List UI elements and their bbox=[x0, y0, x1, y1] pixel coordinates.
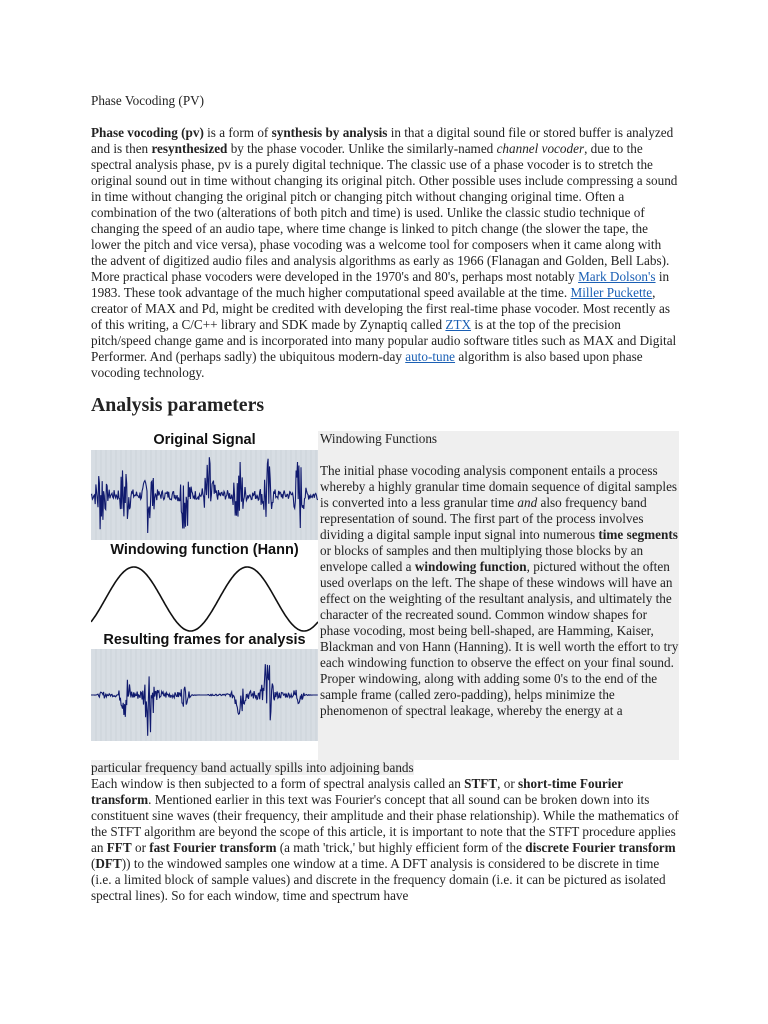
intro-text: algorithm is also based upon phase vocoding technology. bbox=[91, 349, 643, 380]
windowing-text-run: also frequency band representation of sound. The first part of the process involves dividing a digital sample input signal into numerous bbox=[320, 495, 647, 542]
hann-window-curve bbox=[91, 559, 318, 639]
term-synthesis-by-analysis: synthesis by analysis bbox=[271, 125, 388, 140]
stft-text-run: Each window is then subjected to a form of spectral analysis called an bbox=[91, 776, 465, 791]
figure-label-original-signal: Original Signal bbox=[153, 432, 256, 448]
windowing-paragraph bbox=[320, 463, 679, 719]
stft-paragraph bbox=[91, 776, 679, 904]
subheading-windowing-functions: Windowing Functions bbox=[320, 431, 438, 446]
term-windowing-function: windowing function bbox=[414, 559, 527, 574]
windowing-text-run: , pictured without the often used overlaps on the left. The shape of these windows will have an effect on the weighting of the resultant analysis, and ultimately the character of the recreated sound. Common window shapes for phase vocoding, most being bell-shaped, are Hamming, Kaiser, Blackman and von Hann (Hanning). It is well worth the effort to try each windowing function to observe the effect on your final sound. Proper windowing, along with adding some 0's to the end of the sample frame (called zero-padding), helps minimize the phenomenon of spectral leakage, whereby the energy at a bbox=[320, 559, 679, 718]
document-content bbox=[91, 93, 679, 904]
intro-text: is at the top of the precision pitch/speed change game and is incorporated into many popular audio software titles such as MAX and Digital Performer. And (perhaps sadly) the ubiquitous modern-day bbox=[91, 317, 677, 364]
hann-curve-trace bbox=[91, 567, 318, 631]
intro-text: in 1983. These took advantage of the much higher computational speed available at the time. bbox=[91, 269, 670, 300]
term-phase-vocoding: Phase vocoding (pv) bbox=[91, 125, 204, 140]
link-auto-tune[interactable]: auto-tune bbox=[405, 349, 456, 364]
stft-text-run: (a math 'trick,' but highly efficient form of the bbox=[276, 840, 526, 855]
windowing-figure bbox=[91, 431, 318, 760]
resulting-frames-waveform bbox=[91, 649, 318, 741]
stft-text-run: )) to the windowed samples one window at a time. A DFT analysis is considered to be discrete in time (i.e. a limited block of sample values) and discrete in the frequency domain (i.e. it can be pictured as isolated spectral lines). So for each window, time and spectrum have bbox=[91, 856, 666, 903]
windowing-tail-text: particular frequency band actually spills into adjoining bands bbox=[91, 760, 414, 775]
term-fast-fourier-transform: fast Fourier transform bbox=[149, 840, 277, 855]
term-channel-vocoder: channel vocoder bbox=[496, 141, 585, 156]
windowing-text-run: or blocks of samples and then multiplying those blocks by an envelope called a bbox=[320, 543, 644, 574]
intro-text: in that a digital sound file or stored buffer is analyzed and is then bbox=[91, 125, 674, 156]
page-title: Phase Vocoding (PV) bbox=[91, 93, 205, 108]
intro-text: , due to the spectral analysis phase, pv is a purely digital technique. The classic use of a phase vocoder is to stretch the original sound out in time without changing its original pitch. Other possible uses include compressing a sound in time without changing the original pitch or changing pitch without changing original time. Often a combination of the two (alterations of both pitch and time) is used. Unlike the classic studio technique of changing the speed of an audio tape, where time change is linked to pitch change (the slower the tape, the lower the pitch and vice versa), phase vocoding was a welcome tool for composers when it came along with the advent of digitized audio files and analysis algorithms as early as 1966 (Flanagan and Golden, Bell Labs). More practical phase vocoders were developed in the 1970's and 80's, perhaps most notably bbox=[91, 141, 678, 284]
windowing-text bbox=[320, 431, 679, 719]
term-and: and bbox=[517, 495, 538, 510]
stft-text-run: ( bbox=[91, 856, 96, 871]
intro-paragraph bbox=[91, 125, 679, 381]
figure-label-resulting-frames: Resulting frames for analysis bbox=[103, 632, 306, 648]
term-time-segments: time segments bbox=[598, 527, 678, 542]
intro-text: , creator of MAX and Pd, might be credited with developing the first real-time phase vocoder. Most recently as of this writing, a C/C++ library and SDK made by Zynaptiq called bbox=[91, 285, 670, 332]
windowing-block bbox=[91, 431, 679, 760]
term-discrete-fourier-transform: discrete Fourier transform bbox=[525, 840, 676, 855]
figure-label-windowing-function: Windowing function (Hann) bbox=[110, 542, 299, 558]
windowing-tail bbox=[91, 760, 679, 776]
term-short-time-fourier-transform: short-time Fourier transform bbox=[91, 776, 623, 807]
stft-text-run: or bbox=[131, 840, 150, 855]
link-ztx[interactable]: ZTX bbox=[445, 317, 472, 332]
section-heading-analysis: Analysis parameters bbox=[91, 394, 265, 416]
term-resynthesized: resynthesized bbox=[151, 141, 228, 156]
term-fft: FFT bbox=[106, 840, 132, 855]
intro-text: by the phase vocoder. Unlike the similarly-named bbox=[227, 141, 497, 156]
stft-text-run: . Mentioned earlier in this text was Fourier's concept that all sound can be broken down into its constituent sine waves (their frequency, their amplitude and their phase relationship). While the mathematics of the STFT algorithm are beyond the scope of this article, it is important to note that the STFT procedure applies an bbox=[91, 792, 679, 855]
original-signal-waveform bbox=[91, 450, 318, 540]
link-miller-puckette[interactable]: Miller Puckette bbox=[570, 285, 653, 300]
intro-text: is a form of bbox=[203, 125, 272, 140]
term-dft: DFT bbox=[95, 856, 122, 871]
stft-text-run: , or bbox=[497, 776, 519, 791]
term-stft: STFT bbox=[464, 776, 498, 791]
link-mark-dolson[interactable]: Mark Dolson's bbox=[578, 269, 656, 284]
windowing-text-run: The initial phase vocoding analysis component entails a process whereby a highly granular time domain sequence of digital samples is converted into a less granular time bbox=[320, 463, 678, 510]
